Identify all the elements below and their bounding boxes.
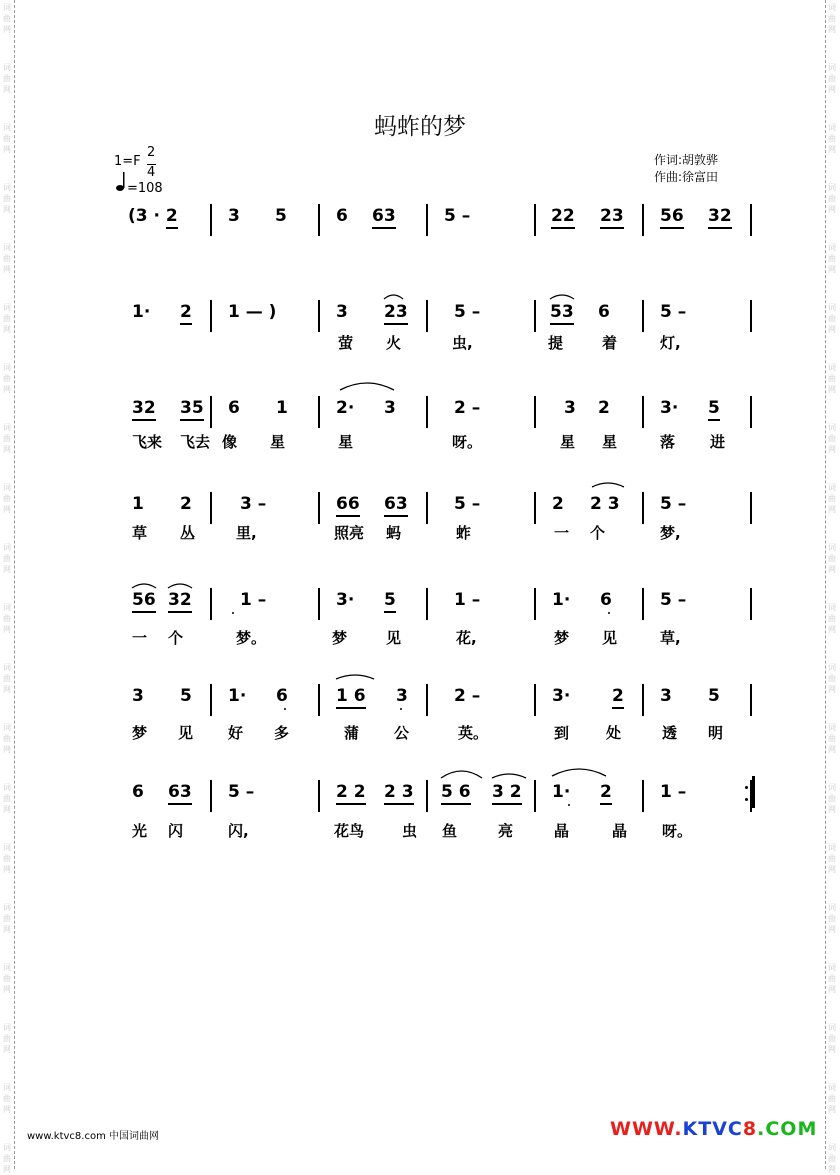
repeat-dot: [745, 798, 748, 801]
barline: [210, 204, 212, 236]
lyric: 花,: [456, 629, 477, 647]
note: 3: [132, 686, 144, 706]
note: 3·: [336, 590, 355, 610]
watermark-mark: 词 曲 网: [3, 723, 11, 754]
tie-arc: [336, 675, 374, 679]
watermark-mark: 词 曲 网: [828, 1143, 836, 1174]
barline: [426, 684, 428, 716]
lyric: 草: [132, 524, 148, 542]
barline: [426, 396, 428, 428]
barline: [318, 300, 320, 332]
note: 56: [132, 590, 156, 613]
note: 5 –: [454, 494, 481, 514]
footer-site-logo: WWW.KTVC8.COM: [610, 1118, 818, 1140]
lyric: 多: [274, 724, 290, 742]
watermark-mark: 词 曲 网: [828, 723, 836, 754]
lyric: 火: [386, 334, 402, 352]
note: 22: [551, 206, 575, 229]
watermark-mark: 词 曲 网: [3, 123, 11, 154]
lyric: 见: [178, 724, 194, 742]
lyric: 英。: [458, 724, 489, 742]
note: 2: [552, 494, 564, 514]
note: 1: [132, 494, 144, 514]
barline: [318, 780, 320, 812]
lyric: 呀。: [662, 822, 693, 840]
note: 3·: [552, 686, 571, 706]
watermark-mark: 词 曲 网: [828, 423, 836, 454]
watermark-mark: 词 曲 网: [828, 63, 836, 94]
note: 2: [600, 782, 612, 805]
lyric: 闪: [168, 822, 184, 840]
barline: [426, 492, 428, 524]
watermark-mark: 词 曲 网: [3, 663, 11, 694]
lyric: 落: [660, 433, 676, 451]
tie-arc: [492, 774, 526, 778]
barline: [642, 780, 644, 812]
lyric: 蚱: [456, 524, 472, 542]
watermark-mark: 词 曲 网: [828, 543, 836, 574]
note: 2·: [336, 398, 355, 418]
credits: [654, 152, 718, 186]
song-title: 蚂蚱的梦: [374, 114, 466, 140]
barline: [642, 492, 644, 524]
final-barline: [752, 776, 755, 808]
octave-dot: [568, 804, 570, 806]
note: 63: [372, 206, 396, 229]
lyricist-credit: 作词:胡敦骅: [654, 153, 719, 167]
lyric: 到: [554, 724, 570, 742]
note: 6: [336, 206, 348, 226]
watermark-mark: 词 曲 网: [3, 543, 11, 574]
note: 1 –: [454, 590, 481, 610]
lyric: 呀。: [452, 433, 483, 451]
note: 23: [384, 302, 408, 325]
lyric: 梦,: [660, 524, 681, 542]
note: (3 · 2: [128, 206, 178, 226]
note: 6: [228, 398, 240, 418]
lyric: 光: [132, 822, 148, 840]
note: 5 –: [660, 494, 687, 514]
barline: [426, 300, 428, 332]
note: 3: [660, 686, 672, 706]
barline: [210, 780, 212, 812]
note: 2 3: [590, 494, 620, 514]
lyric: 星: [602, 433, 618, 451]
note: 32: [132, 398, 156, 421]
watermark-mark: 词 曲 网: [828, 483, 836, 514]
note: 1·: [228, 686, 247, 706]
lyric: 鱼: [442, 822, 458, 840]
barline: [210, 684, 212, 716]
lyric: 闪,: [228, 822, 249, 840]
watermark-mark: 词 曲 网: [828, 903, 836, 934]
note: 3: [384, 398, 396, 418]
note: 63: [384, 494, 408, 517]
note: 3: [228, 206, 240, 226]
lyric: 梦。: [236, 629, 267, 647]
lyric: 里,: [236, 524, 257, 542]
note: 1·: [132, 302, 151, 322]
note: 6: [276, 686, 288, 706]
lyric: 好: [228, 724, 244, 742]
lyric: 个: [168, 629, 184, 647]
note: 2 3: [384, 782, 414, 805]
watermark-mark: 词 曲 网: [3, 1083, 11, 1114]
barline: [534, 396, 536, 428]
lyric: 公: [394, 724, 410, 742]
lyric: 星: [270, 433, 286, 451]
octave-dot: [608, 612, 610, 614]
barline: [750, 684, 752, 716]
tie-arc: [384, 295, 403, 299]
barline: [750, 492, 752, 524]
barline: [750, 588, 752, 620]
watermark-mark: 词 曲 网: [828, 1083, 836, 1114]
tie-arc: [552, 769, 606, 776]
note: 1·: [552, 590, 571, 610]
tempo-marking: =108: [127, 181, 163, 196]
composer-credit: 作曲:徐富田: [654, 170, 719, 184]
barline: [426, 204, 428, 236]
lyric: 梦: [554, 629, 570, 647]
note: 6: [132, 782, 144, 802]
watermark-mark: 词 曲 网: [3, 963, 11, 994]
watermark-mark: 词 曲 网: [3, 303, 11, 334]
repeat-dot: [745, 786, 748, 789]
watermark-mark: 词 曲 网: [3, 843, 11, 874]
lyric: 花鸟: [334, 822, 365, 840]
watermark-mark: 词 曲 网: [828, 123, 836, 154]
watermark-mark: 词 曲 网: [3, 903, 11, 934]
lyric: 进: [710, 433, 726, 451]
barline: [534, 780, 536, 812]
note: 1 –: [660, 782, 687, 802]
watermark-mark: 词 曲 网: [3, 1023, 11, 1054]
note: 5: [275, 206, 287, 226]
lyric: 蚂: [386, 524, 402, 542]
note: 5 –: [454, 302, 481, 322]
octave-dot: [400, 708, 402, 710]
note: 66: [336, 494, 360, 517]
note: 6: [600, 590, 612, 610]
watermark-mark: 词 曲 网: [828, 963, 836, 994]
tie-arc: [550, 295, 574, 299]
watermark-mark: 词 曲 网: [3, 183, 11, 214]
octave-dot: [284, 708, 286, 710]
note: 2 –: [454, 686, 481, 706]
note: 5: [708, 398, 720, 421]
barline: [642, 204, 644, 236]
barline: [210, 300, 212, 332]
lyric: 处: [606, 724, 622, 742]
barline: [210, 396, 212, 428]
note: 6: [598, 302, 610, 322]
note: 56: [660, 206, 684, 229]
note: 35: [180, 398, 204, 421]
note: 2 –: [454, 398, 481, 418]
watermark-mark: 词 曲 网: [828, 303, 836, 334]
barline: [642, 300, 644, 332]
note: 5 –: [660, 302, 687, 322]
lyric: 着: [602, 334, 618, 352]
tie-arc: [168, 584, 192, 588]
watermark-mark: 词 曲 网: [828, 603, 836, 634]
barline: [426, 780, 428, 812]
note: 5: [708, 686, 720, 706]
note: 3·: [660, 398, 679, 418]
barline: [318, 204, 320, 236]
barline: [318, 492, 320, 524]
note: 2: [612, 686, 624, 709]
time-signature-denominator: 4: [147, 165, 156, 180]
note: 2: [598, 398, 610, 418]
barline: [750, 300, 752, 332]
lyric: 明: [708, 724, 724, 742]
barline: [534, 204, 536, 236]
barline: [534, 684, 536, 716]
watermark-mark: 词 曲 网: [3, 423, 11, 454]
quarter-note-icon: [116, 172, 126, 192]
barline: [534, 588, 536, 620]
barline: [750, 396, 752, 428]
note: 2 2: [336, 782, 366, 805]
barline: [750, 204, 752, 236]
note: 1 6: [336, 686, 366, 709]
note: 63: [168, 782, 192, 805]
lyric: 梦: [132, 724, 148, 742]
note: 3: [396, 686, 408, 706]
lyric: 像: [222, 433, 238, 451]
barline: [534, 492, 536, 524]
note: 1 — ): [228, 302, 277, 322]
note: 53: [550, 302, 574, 325]
tie-arc: [592, 483, 624, 487]
barline: [642, 684, 644, 716]
note: 2: [180, 302, 192, 325]
barline: [318, 396, 320, 428]
tie-arc: [441, 771, 482, 778]
lyric: 丛: [180, 524, 196, 542]
lyric: 梦: [332, 629, 348, 647]
tie-arc: [132, 584, 156, 588]
lyric: 晶: [612, 822, 628, 840]
barline: [210, 588, 212, 620]
lyric: 个: [590, 524, 606, 542]
watermark-mark: 词 曲 网: [828, 3, 836, 34]
note: 23: [600, 206, 624, 229]
note: 3: [336, 302, 348, 322]
lyric: 虫,: [452, 334, 473, 352]
lyric: 星: [338, 433, 354, 451]
note: 5 –: [660, 590, 687, 610]
watermark-mark: 词 曲 网: [828, 843, 836, 874]
watermark-mark: 词 曲 网: [3, 63, 11, 94]
note: 5 –: [228, 782, 255, 802]
lyric: 飞去: [180, 433, 211, 451]
lyric: 透: [662, 724, 678, 742]
lyric: 照亮: [334, 524, 365, 542]
watermark-mark: 词 曲 网: [3, 483, 11, 514]
note: 1·: [552, 782, 571, 802]
watermark-mark: 词 曲 网: [3, 243, 11, 274]
lyric: 见: [386, 629, 402, 647]
lyric: 萤: [338, 334, 354, 352]
lyric: 晶: [554, 822, 570, 840]
lyric: 提: [548, 334, 564, 352]
barline: [318, 684, 320, 716]
note: 5 6: [441, 782, 471, 805]
tie-arc: [340, 383, 394, 390]
lyric: 亮: [498, 822, 514, 840]
barline: [534, 300, 536, 332]
barline: [642, 588, 644, 620]
lyric: 星: [560, 433, 576, 451]
barline: [426, 588, 428, 620]
lyric: 灯,: [660, 334, 681, 352]
lyric: 蒲: [344, 724, 360, 742]
barline: [210, 492, 212, 524]
note: 1: [276, 398, 288, 418]
key-signature: 1=F: [114, 154, 141, 169]
watermark-mark: 词 曲 网: [828, 243, 836, 274]
note: 3: [564, 398, 576, 418]
note: 32: [708, 206, 732, 229]
watermark-mark: 词 曲 网: [828, 1023, 836, 1054]
note: 3 –: [240, 494, 267, 514]
watermark-mark: 词 曲 网: [3, 603, 11, 634]
note: 5: [180, 686, 192, 706]
note: 1 –: [240, 590, 267, 610]
time-signature-numerator: 2: [147, 145, 156, 160]
note: 3 2: [492, 782, 522, 805]
lyric: 见: [602, 629, 618, 647]
note: 2: [180, 494, 192, 514]
note: 5 –: [444, 206, 471, 226]
lyric: 虫: [402, 822, 418, 840]
watermark-mark: 词 曲 网: [828, 783, 836, 814]
barline: [318, 588, 320, 620]
note: 5: [384, 590, 396, 613]
watermark-mark: 词 曲 网: [828, 663, 836, 694]
watermark-mark: 词 曲 网: [3, 1143, 11, 1174]
octave-dot: [232, 612, 234, 614]
watermark-mark: 词 曲 网: [3, 3, 11, 34]
barline: [642, 396, 644, 428]
lyric: 草,: [660, 629, 681, 647]
watermark-mark: 词 曲 网: [828, 183, 836, 214]
note: 32: [168, 590, 192, 613]
lyric: 飞来: [132, 433, 163, 451]
watermark-mark: 词 曲 网: [3, 783, 11, 814]
watermark-mark: 词 曲 网: [3, 363, 11, 394]
lyric: 一: [132, 629, 148, 647]
lyric: 一: [554, 524, 570, 542]
footer-site-label: www.ktvc8.com 中国词曲网: [27, 1131, 160, 1142]
watermark-mark: 词 曲 网: [828, 363, 836, 394]
